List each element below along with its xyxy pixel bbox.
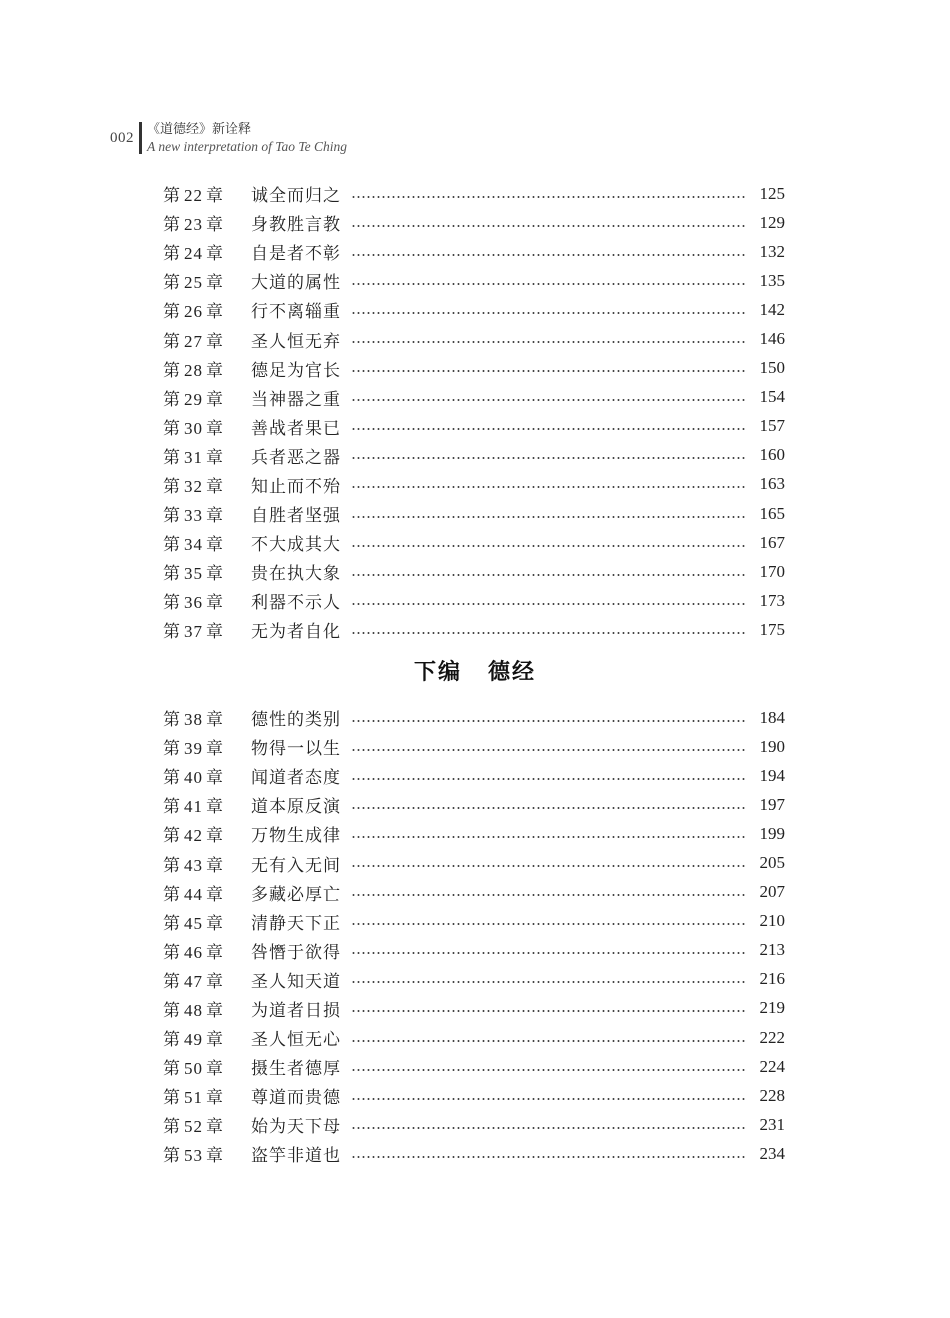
page-ref: 234 <box>759 1143 785 1163</box>
header-titles <box>147 121 347 155</box>
dot-leader <box>351 544 745 548</box>
dot-leader <box>351 398 745 402</box>
page-ref: 210 <box>759 911 785 931</box>
chapter-number: 第 32 章 <box>163 476 224 497</box>
chapter-title: 大道的属性 <box>251 273 341 294</box>
dot-leader <box>351 1039 745 1043</box>
chapter-title: 不大成其大 <box>251 535 341 556</box>
dot-leader <box>351 631 745 635</box>
page-ref: 190 <box>759 736 785 756</box>
page-ref: 129 <box>759 212 785 232</box>
toc-entry[interactable] <box>163 237 785 266</box>
chapter-number: 第 24 章 <box>163 244 224 265</box>
page-ref: 197 <box>759 794 785 814</box>
page-number: 002 <box>110 129 134 146</box>
page-ref: 170 <box>759 561 785 581</box>
toc-entry[interactable] <box>163 965 785 994</box>
page-ref: 216 <box>759 969 785 989</box>
dot-leader <box>351 602 745 606</box>
page-ref: 154 <box>759 387 785 407</box>
chapter-title: 始为天下母 <box>251 1117 341 1138</box>
page-ref: 194 <box>759 765 785 785</box>
toc-entry[interactable] <box>163 615 785 644</box>
chapter-title: 无有入无间 <box>251 855 341 876</box>
page-ref: 132 <box>759 241 785 261</box>
chapter-title: 德性的类别 <box>251 710 341 731</box>
chapter-number: 第 39 章 <box>163 739 224 760</box>
page-ref: 199 <box>759 823 785 843</box>
page-ref: 157 <box>759 416 785 436</box>
toc-list-lower <box>163 703 785 1169</box>
dot-leader <box>351 1126 745 1130</box>
chapter-number: 第 50 章 <box>163 1059 224 1080</box>
dot-leader <box>351 282 745 286</box>
chapter-title: 贵在执大象 <box>251 564 341 585</box>
chapter-number: 第 49 章 <box>163 1030 224 1051</box>
page-ref: 224 <box>759 1056 785 1076</box>
chapter-number: 第 27 章 <box>163 331 224 352</box>
dot-leader <box>351 253 745 257</box>
chapter-number: 第 35 章 <box>163 564 224 585</box>
chapter-title: 多藏必厚亡 <box>251 884 341 905</box>
chapter-title: 清静天下正 <box>251 913 341 934</box>
toc-entry[interactable] <box>163 848 785 877</box>
toc-entry[interactable] <box>163 819 785 848</box>
page-ref: 125 <box>759 183 785 203</box>
chapter-title: 利器不示人 <box>251 593 341 614</box>
toc-entry[interactable] <box>163 1023 785 1052</box>
toc-entry[interactable] <box>163 528 785 557</box>
dot-leader <box>351 922 745 926</box>
chapter-title: 摄生者德厚 <box>251 1059 341 1080</box>
page-ref: 175 <box>759 619 785 639</box>
toc-entry[interactable] <box>163 266 785 295</box>
dot-leader <box>351 311 745 315</box>
dot-leader <box>351 777 745 781</box>
chapter-title: 当神器之重 <box>251 389 341 410</box>
toc-entry[interactable] <box>163 208 785 237</box>
section-name: 德经 <box>488 660 537 685</box>
chapter-title: 闻道者态度 <box>251 768 341 789</box>
chapter-number: 第 52 章 <box>163 1117 224 1138</box>
chapter-title: 兵者恶之器 <box>251 447 341 468</box>
chapter-number: 第 53 章 <box>163 1146 224 1167</box>
dot-leader <box>351 806 745 810</box>
dot-leader <box>351 340 745 344</box>
chapter-title: 圣人恒无弃 <box>251 331 341 352</box>
chapter-number: 第 47 章 <box>163 971 224 992</box>
chapter-title: 自胜者坚强 <box>251 506 341 527</box>
chapter-title: 德足为官长 <box>251 360 341 381</box>
chapter-title: 道本原反演 <box>251 797 341 818</box>
toc-entry[interactable] <box>163 470 785 499</box>
chapter-title: 善战者果已 <box>251 418 341 439</box>
chapter-number: 第 51 章 <box>163 1088 224 1109</box>
page-ref: 167 <box>759 532 785 552</box>
toc-entry[interactable] <box>163 994 785 1023</box>
toc-entry[interactable] <box>163 412 785 441</box>
page-ref: 142 <box>759 299 785 319</box>
page-ref: 163 <box>759 474 785 494</box>
toc-entry[interactable] <box>163 499 785 528</box>
toc-entry[interactable] <box>163 1081 785 1110</box>
toc-entry[interactable] <box>163 703 785 732</box>
chapter-title: 圣人恒无心 <box>251 1030 341 1051</box>
running-header <box>110 120 347 156</box>
chapter-number: 第 42 章 <box>163 826 224 847</box>
dot-leader <box>351 893 745 897</box>
dot-leader <box>351 485 745 489</box>
chapter-number: 第 22 章 <box>163 186 224 207</box>
chapter-number: 第 29 章 <box>163 389 224 410</box>
chapter-title: 无为者自化 <box>251 622 341 643</box>
toc-entry[interactable] <box>163 936 785 965</box>
chapter-number: 第 31 章 <box>163 447 224 468</box>
toc-entry[interactable] <box>163 907 785 936</box>
chapter-number: 第 43 章 <box>163 855 224 876</box>
toc-list-upper <box>163 179 785 645</box>
chapter-number: 第 33 章 <box>163 506 224 527</box>
page-ref: 207 <box>759 882 785 902</box>
page-ref: 173 <box>759 590 785 610</box>
chapter-title: 行不离辎重 <box>251 302 341 323</box>
page-ref: 165 <box>759 503 785 523</box>
toc-entry[interactable] <box>163 761 785 790</box>
chapter-title: 咎憯于欲得 <box>251 942 341 963</box>
page-ref: 135 <box>759 270 785 290</box>
chapter-number: 第 38 章 <box>163 710 224 731</box>
dot-leader <box>351 456 745 460</box>
dot-leader <box>351 1155 745 1159</box>
dot-leader <box>351 748 745 752</box>
page-ref: 184 <box>759 707 785 727</box>
dot-leader <box>351 1068 745 1072</box>
toc-entry[interactable] <box>163 790 785 819</box>
chapter-title: 圣人知天道 <box>251 971 341 992</box>
toc-entry[interactable] <box>163 1139 785 1168</box>
toc-entry[interactable] <box>163 295 785 324</box>
page-ref: 160 <box>759 445 785 465</box>
chapter-title: 为道者日损 <box>251 1000 341 1021</box>
book-subtitle: A new interpretation of Tao Te Ching <box>147 139 348 154</box>
chapter-title: 知止而不殆 <box>251 476 341 497</box>
dot-leader <box>351 573 745 577</box>
section-part: 下编 <box>413 660 462 685</box>
toc-entry[interactable] <box>163 179 785 208</box>
section-heading <box>0 655 950 686</box>
page-ref: 213 <box>759 940 785 960</box>
dot-leader <box>351 427 745 431</box>
chapter-title: 盗竽非道也 <box>251 1146 341 1167</box>
toc-entry[interactable] <box>163 324 785 353</box>
toc-entry[interactable] <box>163 586 785 615</box>
dot-leader <box>351 195 745 199</box>
chapter-number: 第 26 章 <box>163 302 224 323</box>
page-ref: 146 <box>759 329 785 349</box>
chapter-title: 物得一以生 <box>251 739 341 760</box>
page-ref: 231 <box>759 1114 785 1134</box>
dot-leader <box>351 1009 745 1013</box>
chapter-title: 诚全而归之 <box>251 186 341 207</box>
dot-leader <box>351 951 745 955</box>
page-ref: 219 <box>759 998 785 1018</box>
toc-entry[interactable] <box>163 878 785 907</box>
chapter-number: 第 34 章 <box>163 535 224 556</box>
dot-leader <box>351 369 745 373</box>
toc-entry[interactable] <box>163 1110 785 1139</box>
chapter-number: 第 40 章 <box>163 768 224 789</box>
chapter-number: 第 37 章 <box>163 622 224 643</box>
page-ref: 222 <box>759 1027 785 1047</box>
chapter-number: 第 23 章 <box>163 215 224 236</box>
dot-leader <box>351 224 745 228</box>
chapter-number: 第 30 章 <box>163 418 224 439</box>
chapter-number: 第 48 章 <box>163 1000 224 1021</box>
page-ref: 228 <box>759 1085 785 1105</box>
book-title: 《道德经》新诠释 <box>147 122 252 137</box>
chapter-number: 第 44 章 <box>163 884 224 905</box>
chapter-title: 万物生成律 <box>251 826 341 847</box>
toc-entry[interactable] <box>163 441 785 470</box>
dot-leader <box>351 515 745 519</box>
dot-leader <box>351 864 745 868</box>
toc-entry[interactable] <box>163 1052 785 1081</box>
chapter-number: 第 25 章 <box>163 273 224 294</box>
chapter-title: 身教胜言教 <box>251 215 341 236</box>
page-ref: 150 <box>759 358 785 378</box>
toc-entry[interactable] <box>163 732 785 761</box>
dot-leader <box>351 980 745 984</box>
toc-entry[interactable] <box>163 557 785 586</box>
chapter-title: 自是者不彰 <box>251 244 341 265</box>
dot-leader <box>351 1097 745 1101</box>
page-ref: 205 <box>759 853 785 873</box>
chapter-number: 第 45 章 <box>163 913 224 934</box>
chapter-number: 第 28 章 <box>163 360 224 381</box>
chapter-number: 第 41 章 <box>163 797 224 818</box>
chapter-number: 第 36 章 <box>163 593 224 614</box>
chapter-title: 尊道而贵德 <box>251 1088 341 1109</box>
dot-leader <box>351 835 745 839</box>
toc-entry[interactable] <box>163 354 785 383</box>
dot-leader <box>351 719 745 723</box>
chapter-number: 第 46 章 <box>163 942 224 963</box>
toc-entry[interactable] <box>163 383 785 412</box>
header-divider <box>139 122 142 154</box>
